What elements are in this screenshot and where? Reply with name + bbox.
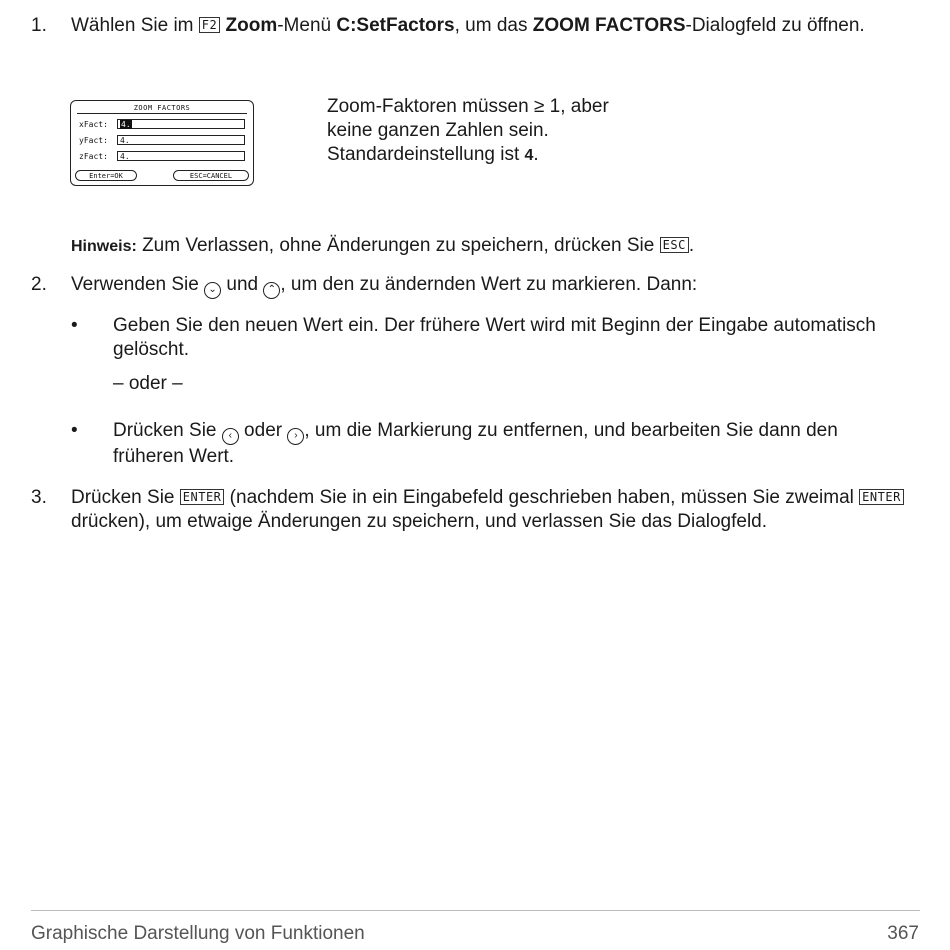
bullet-text [113,419,913,469]
step-text [71,486,921,534]
dialog-name: ZOOM FACTORS [532,15,686,36]
cancel-button: ESC=CANCEL [173,170,249,181]
xfact-field [117,119,245,129]
cursor-left-icon: ‹ [222,428,239,445]
yfact-field: 4. [117,135,245,145]
field-label: yFact: [79,136,108,145]
text-run: (nachdem Sie in ein Eingabefeld geschrieben haben, müssen Sie zweimal [224,487,860,508]
text-run: Wählen Sie im [71,15,199,36]
text-run: -Dialogfeld zu öffnen. [685,15,865,36]
field-value: 4. [121,120,131,129]
text-run: , um das [454,15,533,36]
step-text [71,14,921,38]
enter-key-icon: ENTER [859,489,904,505]
menu-name: Zoom [220,15,278,36]
note-label: Hinweis: [71,238,137,255]
footer-chapter-title: Graphische Darstellung von Funktionen [31,923,365,944]
step-number: 3. [31,487,47,508]
text-run: oder [238,420,288,441]
text-run: Drücken Sie [71,487,180,508]
note-text: Zum Verlassen, ohne Änderungen zu speichern, drücken Sie [136,235,660,256]
text-run: und [221,274,264,295]
step-text [71,273,921,299]
text-run: -Menü [277,15,337,36]
field-label: zFact: [79,152,108,161]
or-separator: – oder – [113,373,183,394]
footer-divider [31,910,920,911]
esc-key-icon: ESC [660,237,689,253]
text-run: Standardeinstellung ist [327,144,525,165]
text-run: Verwenden Sie [71,274,205,295]
default-value: 4 [524,147,534,164]
bullet-dot: • [71,420,78,441]
text-run: Drücken Sie [113,420,222,441]
f2-key-icon: F2 [199,17,220,33]
field-label: xFact: [79,120,108,129]
zoom-factor-explanation [327,95,727,168]
step-number: 1. [31,15,47,36]
zoom-factors-dialog-screenshot [70,100,254,186]
text-run: . [688,235,695,256]
enter-key-icon: ENTER [180,489,225,505]
ok-button: Enter=OK [75,170,137,181]
page-number: 367 [887,923,919,944]
cursor-up-icon: ⌃ [263,282,280,299]
text-run: , um den zu ändernden Wert zu markieren. Dann: [280,274,698,295]
text-line [327,143,727,168]
cursor-right-icon: › [287,428,304,445]
dialog-row-zfact [79,151,245,162]
bullet-text: Geben Sie den neuen Wert ein. Der frühere Wert wird mit Beginn der Eingabe automatisch gelöscht. [113,315,876,360]
dialog-row-yfact [79,135,245,146]
cursor-down-icon: ⌄ [204,282,221,299]
text-run: . [533,144,539,165]
text-run: drücken), um etwaige Änderungen zu speichern, und verlassen Sie das Dialogfeld. [71,511,768,532]
zfact-field: 4. [117,151,245,161]
text-line: Zoom-Faktoren müssen ≥ 1, aber [327,96,609,117]
dialog-row-xfact [79,119,245,130]
note [71,234,694,259]
text-run: , um die Markierung zu entfernen, und bearbeiten Sie dann den früheren Wert. [113,420,838,467]
menu-item-name: C:SetFactors [336,15,455,36]
text-line: keine ganzen Zahlen sein. [327,120,549,141]
dialog-title: ZOOM FACTORS [77,104,247,114]
step-number: 2. [31,274,47,295]
bullet-dot: • [71,315,78,336]
